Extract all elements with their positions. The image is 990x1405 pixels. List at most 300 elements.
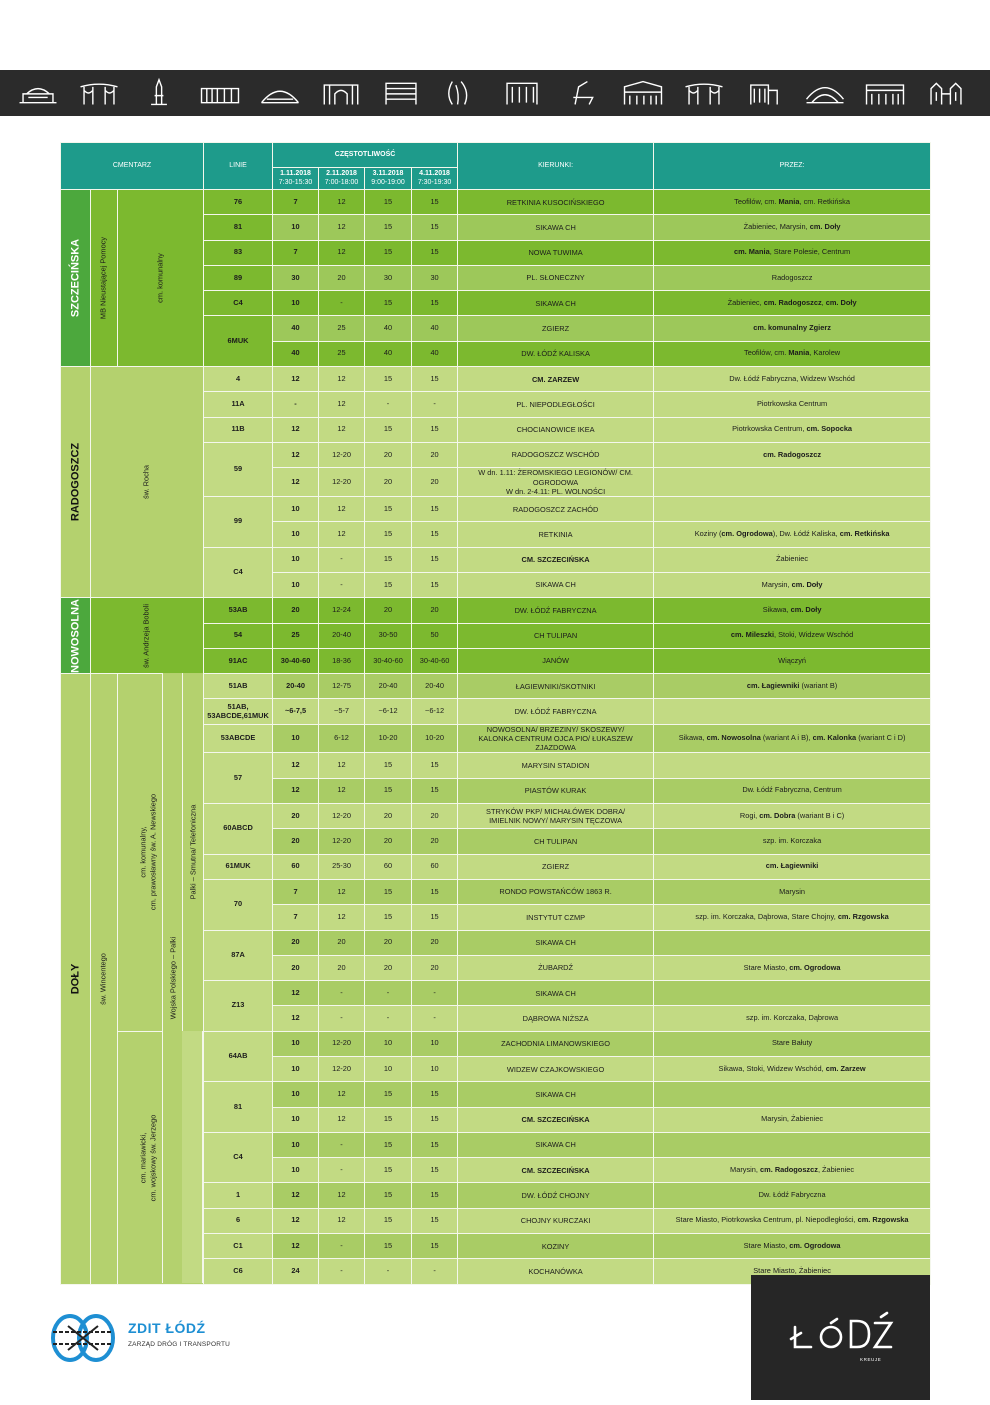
frequency-cell: 12	[319, 522, 365, 547]
frequency-cell: 20	[319, 955, 365, 980]
line-number: 60ABCD	[204, 804, 273, 855]
line-number: 76	[204, 190, 273, 215]
direction-cell: DĄBROWA NIŻSZA	[458, 1006, 654, 1031]
via-cell: Marysin, cm. Radogoszcz, Żabieniec	[654, 1158, 931, 1183]
frequency-cell: 12	[319, 367, 365, 392]
direction-cell: STRYKÓW PKP/ MICHAŁÓWEK DOBRA/ IMIELNIK NOWY/ MARYSIN TĘCZOWA	[458, 804, 654, 829]
frequency-cell: 15	[365, 879, 412, 904]
frequency-cell: 10	[273, 1057, 319, 1082]
frequency-cell: 10	[273, 1082, 319, 1107]
direction-cell: RETKINIA KUSOCIŃSKIEGO	[458, 190, 654, 215]
frequency-cell: 15	[412, 240, 458, 265]
frequency-cell: 50	[412, 623, 458, 648]
frequency-cell: 10	[273, 497, 319, 522]
frequency-cell: 15	[365, 572, 412, 597]
frequency-cell: 30-40-60	[412, 648, 458, 673]
frequency-cell: 12	[319, 1208, 365, 1233]
header-frequency: CZĘSTOTLIWOŚĆ	[273, 143, 458, 168]
direction-cell: CM. ZARZEW	[458, 367, 654, 392]
frequency-cell: 30-50	[365, 623, 412, 648]
cemetery-sw-rocha: św. Rocha	[91, 367, 204, 598]
via-cell: cm. Mileszki, Stoki, Widzew Wschód	[654, 623, 931, 648]
frequency-cell: 12	[319, 879, 365, 904]
frequency-cell: -	[319, 1158, 365, 1183]
line-number: 99	[204, 497, 273, 548]
direction-cell: SIKAWA CH	[458, 981, 654, 1006]
direction-cell: DW. ŁÓDŹ FABRYCZNA	[458, 598, 654, 623]
direction-cell: CHOCIANOWICE IKEA	[458, 417, 654, 442]
zdit-logo-subtitle: ZARZĄD DRÓG I TRANSPORTU	[128, 1341, 231, 1348]
direction-cell: RADOGOSZCZ WSCHÓD	[458, 442, 654, 467]
direction-cell: ZGIERZ	[458, 316, 654, 341]
line-number: 59	[204, 442, 273, 496]
frequency-cell: 12	[273, 1183, 319, 1208]
via-cell: Stare Miasto, Żabieniec	[654, 1259, 931, 1284]
via-cell	[654, 930, 931, 955]
building-sculpture-icon	[440, 76, 484, 110]
cemetery-szczecinska: SZCZECIŃSKA	[61, 190, 91, 367]
building-church-icon	[924, 76, 968, 110]
frequency-cell: 60	[365, 854, 412, 879]
direction-cell: RONDO POWSTAŃCÓW 1863 R.	[458, 879, 654, 904]
frequency-cell: 10	[273, 572, 319, 597]
via-cell: Marysin	[654, 879, 931, 904]
frequency-cell: 10	[273, 1158, 319, 1183]
frequency-cell: 15	[365, 522, 412, 547]
direction-cell: PL. SŁONECZNY	[458, 265, 654, 290]
frequency-cell: -	[365, 1259, 412, 1284]
via-cell: szp. im. Korczaka	[654, 829, 931, 854]
frequency-cell: -	[319, 1259, 365, 1284]
line-number: 83	[204, 240, 273, 265]
frequency-cell: 25	[319, 341, 365, 366]
via-cell: Teofilów, cm. Mania, cm. Retkińska	[654, 190, 931, 215]
building-block-icon	[379, 76, 423, 110]
line-number: 53ABCDE	[204, 724, 273, 753]
frequency-cell: 12	[319, 240, 365, 265]
via-cell: cm. komunalny Zgierz	[654, 316, 931, 341]
frequency-cell: 12	[273, 367, 319, 392]
direction-cell: ŻUBARDŹ	[458, 955, 654, 980]
building-gate-icon	[319, 76, 363, 110]
frequency-cell: 10	[273, 215, 319, 240]
direction-cell: CM. SZCZECIŃSKA	[458, 1107, 654, 1132]
direction-cell: KOCHANÓWKA	[458, 1259, 654, 1284]
frequency-cell: 10-20	[412, 724, 458, 753]
frequency-cell: 12	[273, 1208, 319, 1233]
direction-cell: NOWA TUWIMA	[458, 240, 654, 265]
frequency-cell: 20	[273, 598, 319, 623]
frequency-cell: 15	[365, 753, 412, 778]
frequency-cell: 15	[412, 497, 458, 522]
frequency-cell: 40	[412, 341, 458, 366]
building-bridge-icon	[803, 76, 847, 110]
frequency-cell: 15	[365, 367, 412, 392]
frequency-cell: ~6-12	[412, 699, 458, 724]
frequency-cell: 12	[319, 1082, 365, 1107]
frequency-cell: 15	[412, 1234, 458, 1259]
frequency-cell: 20	[365, 804, 412, 829]
header-cemetery: CMENTARZ	[61, 143, 204, 190]
via-cell: Dw. Łódź Fabryczna, Centrum	[654, 778, 931, 803]
direction-cell: CH TULIPAN	[458, 623, 654, 648]
line-number: 57	[204, 753, 273, 804]
frequency-cell: 20	[412, 804, 458, 829]
frequency-cell: 40	[412, 316, 458, 341]
frequency-cell: 7	[273, 879, 319, 904]
line-number: 51AB	[204, 674, 273, 699]
cemetery-komunalny-prawoslawny: cm. komunalny, cm. prawosławny św. A. Newskiego	[118, 674, 204, 1032]
frequency-cell: 30-40-60	[273, 648, 319, 673]
via-cell	[654, 468, 931, 497]
lodz-tagline: KREUJE	[860, 1357, 882, 1362]
frequency-cell: 12-20	[319, 829, 365, 854]
frequency-cell: -	[412, 1259, 458, 1284]
frequency-cell: 10	[412, 1057, 458, 1082]
frequency-cell: 15	[365, 905, 412, 930]
line-number: Z13	[204, 981, 273, 1032]
line-number: C1	[204, 1234, 273, 1259]
via-cell: szp. im. Korczaka, Dąbrowa, Stare Chojny, cm. Rzgowska	[654, 905, 931, 930]
frequency-cell: 12	[273, 468, 319, 497]
frequency-cell: 60	[412, 854, 458, 879]
header-lines: LINIE	[204, 143, 273, 190]
frequency-cell: 12	[319, 417, 365, 442]
via-cell: cm. Łagiewniki (wariant B)	[654, 674, 931, 699]
direction-cell: SIKAWA CH	[458, 572, 654, 597]
frequency-cell: 12	[319, 1107, 365, 1132]
frequency-cell: 20	[273, 955, 319, 980]
frequency-cell: 10	[273, 1031, 319, 1056]
frequency-cell: 25-30	[319, 854, 365, 879]
frequency-cell: 15	[365, 1208, 412, 1233]
frequency-cell: 20	[412, 930, 458, 955]
building-arcade-2-icon	[682, 76, 726, 110]
via-cell: Sikawa, Stoki, Widzew Wschód, cm. Zarzew	[654, 1057, 931, 1082]
frequency-cell: 15	[412, 778, 458, 803]
via-cell	[654, 699, 931, 724]
frequency-cell: 15	[412, 417, 458, 442]
frequency-cell: -	[365, 1006, 412, 1031]
building-tower-icon	[742, 76, 786, 110]
building-palace-icon	[621, 76, 665, 110]
direction-cell: RADOGOSZCZ ZACHÓD	[458, 497, 654, 522]
via-cell: Teofilów, cm. Mania, Karolew	[654, 341, 931, 366]
frequency-cell: 12	[319, 497, 365, 522]
frequency-cell: 12	[273, 442, 319, 467]
zdit-logo	[50, 1312, 250, 1364]
frequency-cell: 24	[273, 1259, 319, 1284]
frequency-cell: -	[319, 572, 365, 597]
building-arena-icon	[258, 76, 302, 110]
street-palki-smutna-telefoniczna: Palki – Smutna/ Telefoniczna	[182, 673, 204, 1031]
frequency-cell: 12-20	[319, 442, 365, 467]
frequency-cell: -	[319, 1132, 365, 1157]
frequency-cell: 12	[319, 1183, 365, 1208]
frequency-cell: ~5-7	[319, 699, 365, 724]
header-date-3: 3.11.2018 9:00-19:00	[365, 168, 412, 190]
frequency-cell: 7	[273, 190, 319, 215]
cemetery-komunalny: cm. komunalny	[118, 190, 204, 367]
direction-cell: PIASTÓW KURAK	[458, 778, 654, 803]
direction-cell: CH TULIPAN	[458, 829, 654, 854]
via-cell: Koziny (cm. Ogrodowa), Dw. Łódź Kaliska, cm. Retkińska	[654, 522, 931, 547]
frequency-cell: 15	[365, 1158, 412, 1183]
frequency-cell: 40	[365, 316, 412, 341]
frequency-cell: 15	[365, 1183, 412, 1208]
building-factory-icon	[198, 76, 242, 110]
header-date-4: 4.11.2018 7:30-19:30	[412, 168, 458, 190]
direction-cell: RETKINIA	[458, 522, 654, 547]
frequency-cell: 25	[319, 316, 365, 341]
direction-cell: CM. SZCZECIŃSKA	[458, 1158, 654, 1183]
via-cell: Żabieniec	[654, 547, 931, 572]
parish-sw-wincentego: św. Wincentego	[91, 674, 118, 1285]
building-arcade-icon	[77, 76, 121, 110]
frequency-cell: 7	[273, 240, 319, 265]
frequency-cell: 15	[365, 547, 412, 572]
frequency-cell: 15	[365, 417, 412, 442]
frequency-cell: 15	[412, 1208, 458, 1233]
header-via: PRZEZ:	[654, 143, 931, 190]
line-number: 91AC	[204, 648, 273, 673]
frequency-cell: 10	[412, 1031, 458, 1056]
frequency-cell: -	[412, 1006, 458, 1031]
zdit-emblem-icon	[50, 1312, 120, 1364]
frequency-cell: 20-40	[319, 623, 365, 648]
frequency-cell: 12-75	[319, 674, 365, 699]
frequency-cell: 10	[273, 291, 319, 316]
frequency-cell: 15	[365, 1132, 412, 1157]
building-chair-icon	[561, 76, 605, 110]
frequency-cell: 20	[412, 598, 458, 623]
direction-cell: DW. ŁÓDŹ CHOJNY	[458, 1183, 654, 1208]
frequency-cell: 10	[273, 522, 319, 547]
direction-cell: SIKAWA CH	[458, 930, 654, 955]
frequency-cell: 60	[273, 854, 319, 879]
frequency-cell: 20	[365, 930, 412, 955]
frequency-cell: 12	[273, 778, 319, 803]
frequency-cell: -	[319, 1234, 365, 1259]
frequency-cell: 20	[412, 829, 458, 854]
frequency-cell: 12	[273, 417, 319, 442]
direction-cell: ŁAGIEWNIKI/SKOTNIKI	[458, 674, 654, 699]
street-column-filler	[182, 1031, 203, 1283]
cemetery-mariawicki-wojskowy: cm. mariawicki, cm. wojskowy św. Jerzego	[118, 1031, 204, 1284]
via-cell: Stare Miasto, Piotrkowska Centrum, pl. Niepodległości, cm. Rzgowska	[654, 1208, 931, 1233]
frequency-cell: 12-20	[319, 1031, 365, 1056]
frequency-cell: 12-20	[319, 804, 365, 829]
direction-cell: JANÓW	[458, 648, 654, 673]
via-cell: Wiączyń	[654, 648, 931, 673]
via-cell: Sikawa, cm. Doły	[654, 598, 931, 623]
frequency-cell: 20-40	[412, 674, 458, 699]
frequency-cell: 40	[273, 341, 319, 366]
line-number: C4	[204, 1132, 273, 1183]
via-cell: Marysin, cm. Doły	[654, 572, 931, 597]
line-number: 89	[204, 265, 273, 290]
frequency-cell: 40	[365, 341, 412, 366]
lodz-kreuje-logo	[751, 1275, 930, 1400]
frequency-cell: -	[319, 291, 365, 316]
via-cell: Stare Miasto, cm. Ogrodowa	[654, 955, 931, 980]
line-number: 11A	[204, 392, 273, 417]
direction-cell: SIKAWA CH	[458, 1082, 654, 1107]
via-cell: Żabieniec, cm. Radogoszcz, cm. Doły	[654, 291, 931, 316]
via-cell	[654, 981, 931, 1006]
frequency-cell: -	[319, 547, 365, 572]
table-row	[61, 367, 931, 392]
via-cell: Marysin, Żabieniec	[654, 1107, 931, 1132]
direction-cell: SIKAWA CH	[458, 1132, 654, 1157]
frequency-cell: 15	[365, 1082, 412, 1107]
via-cell: Stare Bałuty	[654, 1031, 931, 1056]
frequency-cell: 20	[365, 955, 412, 980]
table-row	[61, 598, 931, 623]
frequency-cell: -	[412, 392, 458, 417]
frequency-cell: 20	[412, 955, 458, 980]
frequency-cell: 12	[273, 753, 319, 778]
frequency-cell: 12	[319, 753, 365, 778]
frequency-cell: 20	[412, 468, 458, 497]
frequency-cell: 20	[273, 829, 319, 854]
line-number: 4	[204, 367, 273, 392]
frequency-cell: 18-36	[319, 648, 365, 673]
parish-mb-nieustajacej-pomocy: MB Nieustającej Pomocy	[91, 190, 118, 367]
frequency-cell: -	[412, 981, 458, 1006]
frequency-cell: 12	[273, 1006, 319, 1031]
frequency-cell: 12-20	[319, 468, 365, 497]
frequency-cell: 12	[319, 905, 365, 930]
frequency-cell: 20	[319, 265, 365, 290]
frequency-cell: 10-20	[365, 724, 412, 753]
frequency-cell: 12-24	[319, 598, 365, 623]
frequency-cell: 15	[412, 522, 458, 547]
frequency-cell: 7	[273, 905, 319, 930]
cemetery-doly: DOŁY	[61, 674, 91, 1285]
frequency-cell: 15	[412, 547, 458, 572]
cemetery-radogoszcz: RADOGOSZCZ	[61, 367, 91, 598]
line-number: 81	[204, 215, 273, 240]
frequency-cell: 10	[273, 1107, 319, 1132]
frequency-cell: -	[319, 1006, 365, 1031]
line-number: 70	[204, 879, 273, 930]
via-cell: Piotrkowska Centrum, cm. Sopocka	[654, 417, 931, 442]
decorative-building-strip	[0, 70, 990, 116]
line-number: C6	[204, 1259, 273, 1284]
direction-cell: CHOJNY KURCZAKI	[458, 1208, 654, 1233]
direction-cell: ZACHODNIA LIMANOWSKIEGO	[458, 1031, 654, 1056]
frequency-cell: 20-40	[273, 674, 319, 699]
via-cell: cm. Mania, Stare Polesie, Centrum	[654, 240, 931, 265]
line-number: 53AB	[204, 598, 273, 623]
building-mansion-icon	[863, 76, 907, 110]
frequency-cell: 20	[365, 442, 412, 467]
direction-cell: ZGIERZ	[458, 854, 654, 879]
frequency-cell: 12	[273, 1234, 319, 1259]
frequency-cell: 15	[412, 190, 458, 215]
frequency-cell: -	[273, 392, 319, 417]
frequency-cell: 15	[412, 215, 458, 240]
frequency-cell: 10	[365, 1031, 412, 1056]
line-number: 1	[204, 1183, 273, 1208]
frequency-cell: 6-12	[319, 724, 365, 753]
frequency-cell: 20	[273, 804, 319, 829]
via-cell: Rogi, cm. Dobra (wariant B i C)	[654, 804, 931, 829]
frequency-cell: 10	[273, 724, 319, 753]
direction-cell: CM. SZCZECIŃSKA	[458, 547, 654, 572]
frequency-cell: 15	[365, 215, 412, 240]
via-cell	[654, 1082, 931, 1107]
frequency-cell: 15	[412, 367, 458, 392]
frequency-cell: 15	[412, 753, 458, 778]
frequency-cell: 20-40	[365, 674, 412, 699]
frequency-cell: 12	[273, 981, 319, 1006]
line-number: 6	[204, 1208, 273, 1233]
via-cell: Radogoszcz	[654, 265, 931, 290]
frequency-cell: 10	[273, 547, 319, 572]
cemetery-sw-andrzeja-boboli: św. Andrzeja Boboli	[91, 598, 204, 674]
line-number: 54	[204, 623, 273, 648]
building-station-icon	[16, 76, 60, 110]
frequency-cell: 15	[412, 291, 458, 316]
frequency-cell: 15	[412, 1158, 458, 1183]
via-cell: Stare Miasto, cm. Ogrodowa	[654, 1234, 931, 1259]
via-cell: Dw. Łódź Fabryczna, Widzew Wschód	[654, 367, 931, 392]
via-cell: cm. Łagiewniki	[654, 854, 931, 879]
direction-cell: SIKAWA CH	[458, 291, 654, 316]
frequency-cell: 15	[365, 190, 412, 215]
frequency-cell: 15	[412, 1082, 458, 1107]
via-cell: szp. im. Korczaka, Dąbrowa	[654, 1006, 931, 1031]
frequency-cell: 15	[412, 572, 458, 597]
frequency-cell: 15	[365, 497, 412, 522]
frequency-cell: 12	[319, 392, 365, 417]
via-cell	[654, 497, 931, 522]
direction-cell: INSTYTUT CZMP	[458, 905, 654, 930]
frequency-cell: 20	[365, 829, 412, 854]
frequency-cell: 20	[365, 468, 412, 497]
frequency-cell: 15	[412, 905, 458, 930]
via-cell: Żabieniec, Marysin, cm. Doły	[654, 215, 931, 240]
frequency-cell: 20	[319, 930, 365, 955]
zdit-logo-title: ZDIT ŁÓDŹ	[128, 1320, 206, 1336]
header-date-1: 1.11.2018 7:30-15:30	[273, 168, 319, 190]
frequency-cell: 20	[365, 598, 412, 623]
frequency-cell: -	[365, 981, 412, 1006]
direction-cell: MARYSIN STADION	[458, 753, 654, 778]
building-townhouse-icon	[500, 76, 544, 110]
frequency-cell: 15	[365, 1107, 412, 1132]
via-cell: Dw. Łódź Fabryczna	[654, 1183, 931, 1208]
frequency-cell: 10	[273, 1132, 319, 1157]
via-cell	[654, 1132, 931, 1157]
line-number: 11B	[204, 417, 273, 442]
lodz-brand-block	[751, 1275, 930, 1400]
frequency-cell: 15	[365, 1234, 412, 1259]
line-number: 64AB	[204, 1031, 273, 1082]
via-cell: cm. Radogoszcz	[654, 442, 931, 467]
direction-cell: DW. ŁÓDŹ FABRYCZNA	[458, 699, 654, 724]
via-cell	[654, 753, 931, 778]
frequency-cell: 15	[365, 778, 412, 803]
frequency-cell: -	[365, 392, 412, 417]
line-number: C4	[204, 291, 273, 316]
frequency-cell: ~6-12	[365, 699, 412, 724]
frequency-cell: 20	[273, 930, 319, 955]
frequency-cell: 10	[365, 1057, 412, 1082]
frequency-cell: 25	[273, 623, 319, 648]
